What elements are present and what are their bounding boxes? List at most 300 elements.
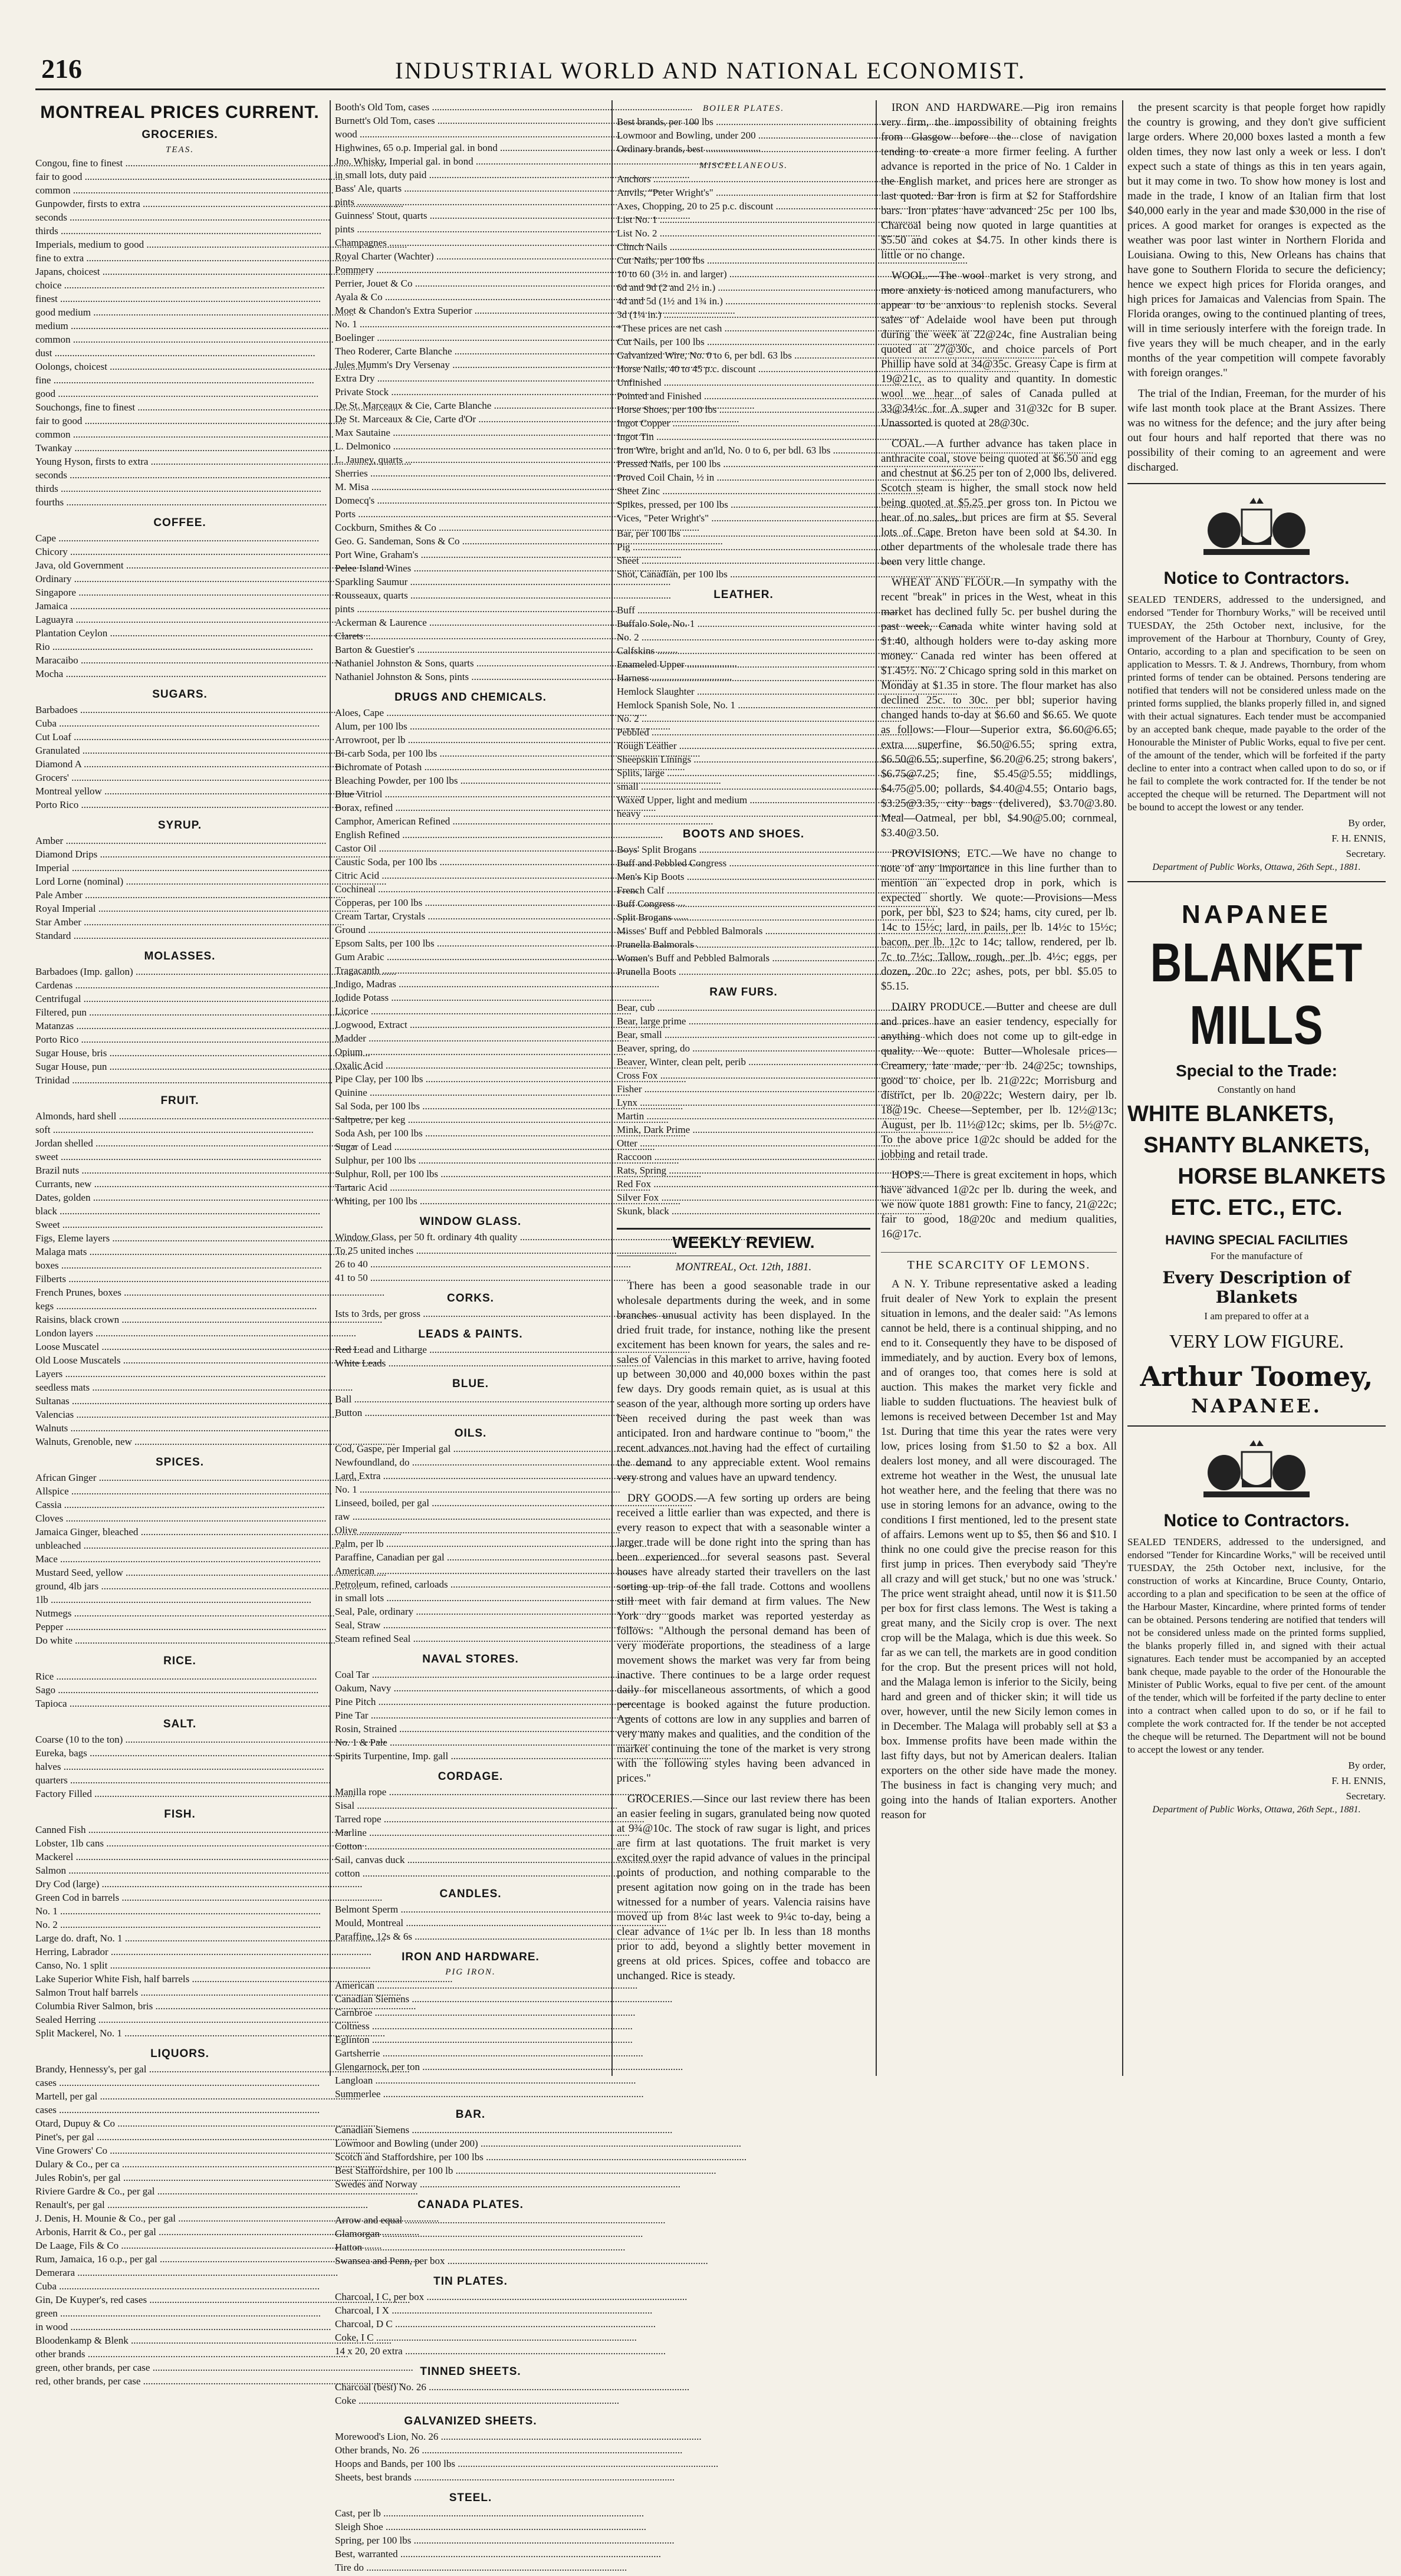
price-item-name: Vine Growers' Co ..... [35, 2144, 370, 2157]
price-item-name: seconds ..... [35, 211, 330, 224]
price-item-name: Women's Buff and Pebbled Balmorals ..... [617, 951, 1032, 965]
price-item-name: 6d and 9d (2 and 2½ in.) ..... [617, 281, 978, 294]
trial-paragraph: The trial of the Indian, Freeman, for the murder of his wife last month took place at the Brant Assizes. There was no witness for the defence; and the jury after being out four hours and half reported that there was no possibility of their coming to an agreement and were discharged. [1127, 386, 1386, 475]
price-row [617, 554, 870, 567]
price-item-name: Madder ..... [335, 1031, 629, 1045]
price-item-name: Demerara ..... [35, 2266, 338, 2279]
price-item-name: Boys' Split Brogans ..... [617, 843, 960, 856]
price-section-heading: SPICES. [35, 1456, 324, 1469]
price-row [617, 1109, 870, 1123]
price-row [335, 2290, 606, 2304]
notice-role: Secretary. [1127, 848, 1386, 860]
price-row [335, 1230, 606, 1244]
price-item-name: Bear, small ..... [617, 1028, 925, 1041]
price-item-name: 41 to 50 ..... [335, 1271, 631, 1284]
price-row [335, 760, 606, 774]
price-item-name: Diamond Drips ..... [35, 847, 361, 861]
price-item-name: Brazil nuts ..... [35, 1164, 342, 1177]
price-row [335, 480, 606, 494]
price-item-name: Caustic Soda, per 100 lbs ..... [335, 855, 700, 869]
price-row [35, 2184, 324, 2198]
price-row [335, 747, 606, 760]
price-value [317, 1299, 324, 1313]
price-item-name: Mould, Montreal ..... [335, 1916, 666, 1930]
price-row [335, 168, 606, 182]
price-row [335, 616, 606, 629]
price-row [335, 2331, 606, 2344]
price-item-name: Epsom Salts, per 100 lbs ..... [335, 937, 698, 950]
lemons-article-title: THE SCARCITY OF LEMONS. [881, 1252, 1117, 1272]
price-row [335, 2394, 606, 2407]
price-row [35, 2130, 324, 2144]
price-value [321, 224, 324, 238]
price-row [335, 1695, 606, 1708]
price-item-name: Sheet ..... [617, 554, 902, 567]
price-section-heading: IRON AND HARDWARE. [335, 1951, 606, 1964]
price-row [35, 1525, 324, 1539]
notice-title: Notice to Contractors. [1127, 569, 1386, 589]
price-item-name: ground, 4lb jars ..... [35, 1579, 361, 1593]
price-item-name: Pepper ..... [35, 1620, 326, 1634]
price-row [335, 1469, 606, 1483]
price-row [335, 1343, 606, 1356]
price-section-heading: MOLASSES. [35, 950, 324, 963]
price-item-name: Theo Roderer, Carte Blanche ..... [335, 344, 715, 358]
price-item-name: Imperial ..... [35, 861, 333, 875]
price-item-name: Bichromate of Potash ..... [335, 760, 685, 774]
price-item-name: Bloodenkamp & Blenk ..... [35, 2334, 392, 2347]
price-section-heading: CORKS. [335, 1292, 606, 1305]
section-spacer [617, 820, 870, 822]
section-spacer [35, 1647, 324, 1649]
price-item-name: Whiting, per 100 lbs ..... [335, 1194, 680, 1208]
price-row [335, 1681, 606, 1695]
price-row [335, 236, 606, 249]
price-item-name: Cross Fox ..... [617, 1069, 921, 1082]
price-row [35, 1272, 324, 1286]
price-subsection-heading: MISCELLANEOUS. [617, 161, 870, 171]
price-row [35, 1999, 324, 2013]
section-spacer [35, 811, 324, 813]
ad-line: WHITE BLANKETS, [1127, 1102, 1386, 1127]
price-section-heading: OILS. [335, 1427, 606, 1440]
price-row [617, 1150, 870, 1164]
price-row [335, 1708, 606, 1722]
price-item-name: Ingot Copper ..... [617, 416, 933, 430]
price-row [617, 1204, 870, 1218]
price-item-name: Cardenas ..... [35, 978, 336, 992]
price-row [335, 1072, 606, 1086]
price-item-name: Vices, "Peter Wright's" ..... [617, 511, 972, 525]
ad-line: NAPANEE [1127, 900, 1386, 929]
price-row [35, 251, 324, 265]
price-value [321, 292, 324, 305]
price-list [335, 100, 606, 2576]
price-item-name: halves ..... [35, 1760, 324, 1773]
price-row [35, 1539, 324, 1552]
price-item-name: pints ..... [335, 602, 617, 616]
price-row [35, 170, 324, 183]
notice-to-contractors-1 [1127, 483, 1386, 873]
price-row [335, 719, 606, 733]
price-row [335, 937, 606, 950]
price-item-name: Granulated ..... [35, 744, 343, 757]
price-item-name: Centrifugal ..... [35, 992, 344, 1006]
price-row [35, 1918, 324, 1931]
price-item-name: Sugar House, pun ..... [35, 1060, 370, 1073]
royal-arms-icon [1180, 495, 1333, 560]
price-row [335, 439, 606, 453]
price-item-name: No. 1 ..... [35, 1904, 321, 1918]
price-item-name: heavy ..... [617, 807, 904, 820]
price-row [335, 1113, 606, 1126]
price-row [35, 265, 324, 278]
price-item-name: Mink, Dark Prime ..... [617, 1123, 953, 1136]
price-item-name: Almonds, hard shell ..... [35, 1109, 380, 1123]
price-item-name: Pelee Island Wines ..... [335, 561, 675, 575]
price-row [335, 1812, 606, 1826]
price-row [335, 670, 606, 684]
price-item-name: Unfinished ..... [617, 376, 925, 389]
ad-line: Arthur Toomey, [1127, 1361, 1386, 1392]
price-item-name: thirds ..... [35, 482, 321, 495]
article-paragraph: WHEAT AND FLOUR.—In sympathy with the recent "break" in prices in the West, wheat in this market has declined fully 5c. per bushel during the past week, Canada white winter having sold at $1.40, although holders were to-day asking more money. Canada red winter has been offered at $1.45½. No. 2 Chicago spring sold in this market on Monday at $1.35 in store. The flour market has also declined 25c. to 30c. per bbl; superior having changed hands to-day at $6.60 and $6.65. We quote as follows:—Flour—Superior extra, $6.60@6.65; extra superfine, $6.50@6.55; spring extra, $6.50@6.55; superfine, $6.20@6.25; strong bakers', $6.75@7.25; fine, $5.45@5.55; middlings, $4.75@5.00; pollards, $4.40@4.55; Ontario bags, $3.25@3.35, city bags (delivered), $3.70@3.80. Meal—Oatmeal, per bbl, $4.90@5.00; cornmeal, $3.40@3.50. [881, 575, 1117, 840]
price-item-name: Jamaica ..... [35, 599, 331, 613]
price-row [35, 2076, 324, 2089]
price-item-name: Split Brogans ..... [617, 911, 935, 924]
price-item-name: Domecq's ..... [335, 494, 638, 507]
price-row [35, 1019, 324, 1033]
price-row [335, 317, 606, 331]
price-item-name: Anvils, "Peter Wright's" ..... [617, 186, 976, 199]
weekly-review-title: WEEKLY REVIEW. [617, 1228, 870, 1256]
price-item-name: good medium ..... [35, 305, 354, 319]
price-section-heading: BAR. [335, 2108, 606, 2121]
price-row [617, 793, 870, 807]
price-item-name: Star Amber ..... [35, 915, 344, 929]
price-item-name: Porto Rico ..... [35, 1033, 341, 1046]
price-row [335, 466, 606, 480]
price-item-name: finest ..... [35, 292, 321, 305]
price-row [617, 1069, 870, 1082]
price-section-heading: SALT. [35, 1718, 324, 1731]
price-item-name: Sleigh Shoe ..... [335, 2520, 646, 2534]
price-row [617, 335, 870, 349]
section-spacer [35, 2040, 324, 2042]
price-item-name: Martell, per gal ..... [35, 2089, 361, 2103]
price-item-name: Gartsherrie ..... [335, 2046, 643, 2060]
price-item-name: Best, warranted ..... [335, 2547, 661, 2561]
price-row [617, 362, 870, 376]
price-row [35, 197, 324, 211]
price-item-name: Jordan shelled ..... [35, 1136, 356, 1150]
price-item-name: Sisal ..... [335, 1799, 617, 1812]
section-spacer [35, 1800, 324, 1802]
price-row [335, 1979, 606, 1992]
price-row [335, 950, 606, 964]
price-row [617, 897, 870, 911]
price-item-name: Oolongs, choicest ..... [35, 360, 370, 373]
price-row [35, 978, 324, 992]
price-row [335, 2534, 606, 2547]
price-item-name: Extra Dry ..... [335, 372, 638, 385]
price-row [35, 482, 324, 495]
price-item-name: Malaga mats ..... [35, 1245, 350, 1259]
price-item-name: Sal Soda, per 100 lbs ..... [335, 1099, 683, 1113]
price-row [335, 1605, 606, 1618]
price-item-name: Rosin, Strained ..... [335, 1722, 660, 1736]
price-item-name: Pipe Clay, per 100 lbs ..... [335, 1072, 686, 1086]
price-row [35, 2157, 324, 2171]
price-value [321, 1552, 324, 1566]
price-row [335, 222, 606, 236]
price-item-name: Lowmoor and Bowling (under 200) ..... [335, 2137, 741, 2150]
price-row [335, 1930, 606, 1943]
price-row [35, 545, 324, 558]
price-row [35, 915, 324, 929]
price-row [617, 403, 870, 416]
price-item-name: Coke ..... [335, 2394, 619, 2407]
price-row [335, 2380, 606, 2394]
price-row [35, 1177, 324, 1191]
price-value [322, 1259, 324, 1272]
price-item-name: Opium ..... [335, 1045, 626, 1059]
price-row [35, 1552, 324, 1566]
price-row [335, 1785, 606, 1799]
price-row [35, 2144, 324, 2157]
price-row [335, 263, 606, 277]
price-item-name: Pale Amber ..... [35, 888, 346, 902]
price-value [321, 1150, 324, 1164]
price-value [320, 2279, 324, 2293]
price-item-name: Charcoal, D C ..... [335, 2317, 656, 2331]
price-item-name: Singapore ..... [35, 586, 339, 599]
price-row [335, 787, 606, 801]
price-row [335, 2344, 606, 2358]
price-row [35, 156, 324, 170]
price-item-name: Red Lead and Litharge ..... [335, 1343, 690, 1356]
price-row [35, 441, 324, 455]
price-item-name: Sultanas ..... [35, 1394, 333, 1408]
price-row [35, 847, 324, 861]
price-row [35, 1606, 324, 1620]
price-row [617, 938, 870, 951]
price-row [35, 667, 324, 681]
price-row [335, 869, 606, 882]
price-item-name: small ..... [617, 780, 902, 793]
price-item-name: Langloan ..... [335, 2074, 636, 2087]
price-item-name: Hemlock Slaughter ..... [617, 685, 958, 698]
price-item-name: Cuba ..... [35, 2279, 320, 2293]
article-paragraph: the present scarcity is that people forget how rapidly the country is growing, and they don't give sufficient large orders. Where 20,000 boxes lasted a month a few olden times, they now last only a week or less. I don't expect such a state of things as this in ten years again, but it may come in two. To show how money is lost and made in the trade, I know of an Italian firm that lost $40,000 early in the year and made $30,000 in the rise of prices. A good market for oranges is expected as the weather was poor last winter in Northern Florida and Louisiana. Owing to this, New Orleans has chains that have gone to Southern Florida to secure the deficiency; hence we expect high prices for Florida oranges, and high prices for Jamaicas and Valencias from Spain. The Florida oranges, owing to the continued planting of trees, will in time seriously interfere with the foreign trade. In five years they will be much cheaper, and in the early months of the year competition will compete favorably with foreign oranges." [1127, 100, 1386, 380]
price-item-name: Soda Ash, per 100 lbs ..... [335, 1126, 686, 1140]
price-item-name: Salmon Trout half barrels ..... [35, 1986, 402, 1999]
price-item-name: thirds ..... [35, 224, 321, 238]
price-row [335, 2137, 606, 2150]
price-row [335, 1307, 606, 1320]
price-row [35, 1931, 324, 1945]
price-row [35, 346, 324, 360]
price-row [335, 2520, 606, 2534]
price-row [335, 1668, 606, 1681]
price-item-name: List No. 1 ..... [617, 213, 920, 226]
price-item-name: Rousseaux, quarts ..... [335, 589, 671, 602]
price-row [617, 1028, 870, 1041]
price-row [335, 2443, 606, 2457]
price-item-name: 1lb ..... [35, 1593, 311, 1606]
price-item-name: Bar, per 100 lbs ..... [617, 527, 943, 540]
price-item-name: Morewood's Lion, No. 26 ..... [335, 2430, 702, 2443]
price-row [335, 2006, 606, 2019]
price-row [617, 965, 870, 978]
price-item-name: Sugar House, bris ..... [35, 1046, 370, 1060]
article-paragraph: A N. Y. Tribune representative asked a leading fruit dealer of New York to explain the present situation in lemons, and the dealer said: "As lemons cannot be held, there is a continual shipping, and no end to it. Consequently they have to be disposed of immediately, and by auction. Every box of lemons, and of oranges too, that comes here is sold at auction. This makes the market very fickle and liable to sudden fluctuations. The heaviest bulk of lemons is received between December 1st and May 1st. During that time this year the rates were very low, prices losing from $1.50 to $2 a box. All dealers lost money, and all were discouraged. The extreme hot weather in the West, the unusual late hot weather here, and the feeling that there was no use in storing lemons for an advance, owing to the conditions I first mentioned, led to the present state of affairs. Lemons went up to $5, then $6 and $10. I think no one could give the precise reason for this first jump in prices. Then everybody said 'They're all crazy and will get stuck,' but no one was 'struck.' The price went straight ahead, until now it is $11.50 per box for first class lemons. The West is taking a great many, and the Sicily crop is over. The next crop will be the Malaga, which is due this week. So far as we can tell, the markets are in good condition for the crop. But the present prices will not hold, and the Malaga lemon is inferior to the Sicily, being hard and green and of thicker skin; it will tide us over, however, until the new Sicily lemon comes in in December. The Malaga will probably sell at $3 a box. Immense profits have been made within the last fifty days, but not by American dealers. Italian exporters on the other side have made the money. The business in fact is changing very much; and going into the hands of Italian exporters. Another reason for [881, 1277, 1117, 1822]
price-row [35, 183, 324, 197]
prices-title: MONTREAL PRICES CURRENT. [35, 103, 324, 123]
price-item-name: Mace ..... [35, 1552, 321, 1566]
section-spacer [335, 684, 606, 685]
price-item-name: 26 to 40 ..... [335, 1257, 631, 1271]
running-title: INDUSTRIAL WORLD AND NATIONAL ECONOMIST. [35, 57, 1386, 84]
price-row [35, 1593, 324, 1606]
price-item-name: Royal Imperial ..... [35, 902, 359, 915]
price-item-name: Men's Kip Boots ..... [617, 870, 948, 883]
price-item-name: Swansea and Penn, per box ..... [335, 2254, 708, 2268]
price-item-name: Burnett's Old Tom, cases ..... [335, 114, 698, 127]
price-item-name: Green Cod in barrels ..... [35, 1891, 382, 1904]
price-item-name: Nathaniel Johnston & Sons, quarts ..... [335, 656, 737, 670]
price-item-name: Canso, No. 1 split ..... [35, 1959, 371, 1972]
ad-line: ETC. ETC., ETC. [1127, 1195, 1386, 1221]
price-row [617, 924, 870, 938]
price-item-name: Swedes and Norway ..... [335, 2177, 680, 2191]
price-item-name: dust ..... [35, 346, 315, 360]
price-row [35, 1353, 324, 1367]
price-row [617, 1041, 870, 1055]
section-spacer [335, 2358, 606, 2360]
price-item-name: Bass' Ale, quarts ..... [335, 182, 665, 195]
price-item-name: Pebbled ..... [617, 725, 912, 739]
article-paragraph: GROCERIES.—Since our last review there has been an easier feeling in sugars, granulated being now quoted at 9¾@10c. The stock of raw sugar is light, and prices are firm at last quotations. The fruit market is very excited over the rapid advance of values in the principal points of production, and nothing comparable to the present agitation now going on in the trade has been witnessed for a number of years. Valencia raisins have moved up from 8¼c last week to 9¼c to-day, being a clear advance of 1¼c per lb. In less than 18 months prior to add, beyond a slightly better movement in greens at old prices. Spices, coffee and tobacco are unchanged. Rice is steady. [617, 1792, 870, 1983]
price-item-name: Sugar of Lead ..... [335, 1140, 655, 1154]
price-item-name: Tapioca ..... [35, 1697, 330, 1710]
price-item-name: Columbia River Salmon, bris ..... [35, 1999, 416, 2013]
price-item-name: Ground ..... [335, 923, 629, 937]
price-row [335, 1031, 606, 1045]
price-row [335, 589, 606, 602]
price-row [335, 2046, 606, 2060]
price-row [617, 685, 870, 698]
price-row [617, 308, 870, 321]
price-item-name: Arbonis, Harrit & Co., per gal ..... [35, 2225, 419, 2239]
price-item-name: Proved Coil Chain, ½ in ..... [617, 471, 978, 484]
price-item-name: Pinet's, per gal ..... [35, 2130, 357, 2144]
price-row [617, 294, 870, 308]
price-row [335, 453, 606, 466]
price-row [617, 321, 870, 335]
price-item-name: Congou, fine to finest ..... [35, 156, 386, 170]
price-row [617, 603, 870, 617]
price-row [617, 457, 870, 471]
price-row [617, 129, 870, 142]
price-item-name: Lake Superior White Fish, half barrels ..... [35, 1972, 452, 1986]
price-row [335, 1839, 606, 1853]
price-row [35, 1313, 324, 1326]
price-row [35, 1073, 324, 1087]
price-item-name: Walnuts, Grenoble, new ..... [35, 1435, 395, 1448]
price-item-name: Harness ..... [617, 671, 912, 685]
price-row [35, 455, 324, 468]
price-section-heading: TIN PLATES. [335, 2275, 606, 2288]
price-row [35, 1136, 324, 1150]
price-row [35, 1760, 324, 1773]
price-item-name: *These prices are net cash ..... [617, 321, 985, 335]
section-spacer [335, 1320, 606, 1322]
price-row [617, 240, 870, 254]
price-row [35, 2171, 324, 2184]
price-item-name: Loose Muscatel ..... [35, 1340, 362, 1353]
section-spacer [35, 509, 324, 511]
price-item-name: Ackerman & Laurence ..... [335, 616, 690, 629]
price-item-name: Petroleum, refined, carloads ..... [335, 1578, 711, 1591]
price-item-name: Belmont Sperm ..... [335, 1903, 661, 1916]
price-item-name: Prunella Balmorals ..... [617, 938, 957, 951]
price-row [335, 1496, 606, 1510]
price-row [617, 712, 870, 725]
price-row [335, 494, 606, 507]
price-item-name: Steam refined Seal ..... [335, 1632, 674, 1645]
price-item-name: Imperials, medium to good ..... [35, 238, 407, 251]
price-row [335, 521, 606, 534]
price-row [335, 2506, 606, 2520]
price-row [335, 909, 606, 923]
price-row [335, 372, 606, 385]
price-row [35, 2225, 324, 2239]
price-row [335, 575, 606, 589]
price-item-name: quarters ..... [35, 1773, 331, 1787]
price-item-name: red, other brands, per case ..... [35, 2374, 404, 2388]
price-item-name: Charcoal (best) No. 26 ..... [335, 2380, 689, 2394]
price-item-name: Otter ..... [617, 1136, 900, 1150]
price-item-name: Cape ..... [35, 531, 319, 545]
price-row [35, 1245, 324, 1259]
price-row [35, 1326, 324, 1340]
price-row [335, 828, 606, 842]
price-item-name: Blue Vitriol ..... [335, 787, 646, 801]
price-row [35, 2198, 324, 2212]
price-item-name: No. 1 ..... [335, 317, 620, 331]
price-row [335, 1578, 606, 1591]
price-row [35, 1471, 324, 1484]
price-row [335, 1916, 606, 1930]
price-item-name: American ..... [335, 1979, 637, 1992]
price-row [335, 100, 606, 114]
price-row [335, 277, 606, 290]
price-item-name: English Refined ..... [335, 828, 663, 842]
price-item-name: Valencias ..... [35, 1408, 337, 1421]
price-item-name: Factory Filled ..... [35, 1787, 355, 1800]
price-item-name: Trinidad ..... [35, 1073, 333, 1087]
price-item-name: Sherries ..... [335, 466, 631, 480]
price-item-name: Ists to 3rds, per gross ..... [335, 1307, 683, 1320]
price-row [335, 412, 606, 426]
price-row [335, 1126, 606, 1140]
price-item-name: Sail, canvas duck ..... [335, 1853, 668, 1867]
price-row [35, 1204, 324, 1218]
price-item-name: Raccoon ..... [617, 1150, 915, 1164]
price-item-name: Waxed Upper, light and medium ..... [617, 793, 1011, 807]
price-item-name: Layers ..... [35, 1367, 326, 1381]
